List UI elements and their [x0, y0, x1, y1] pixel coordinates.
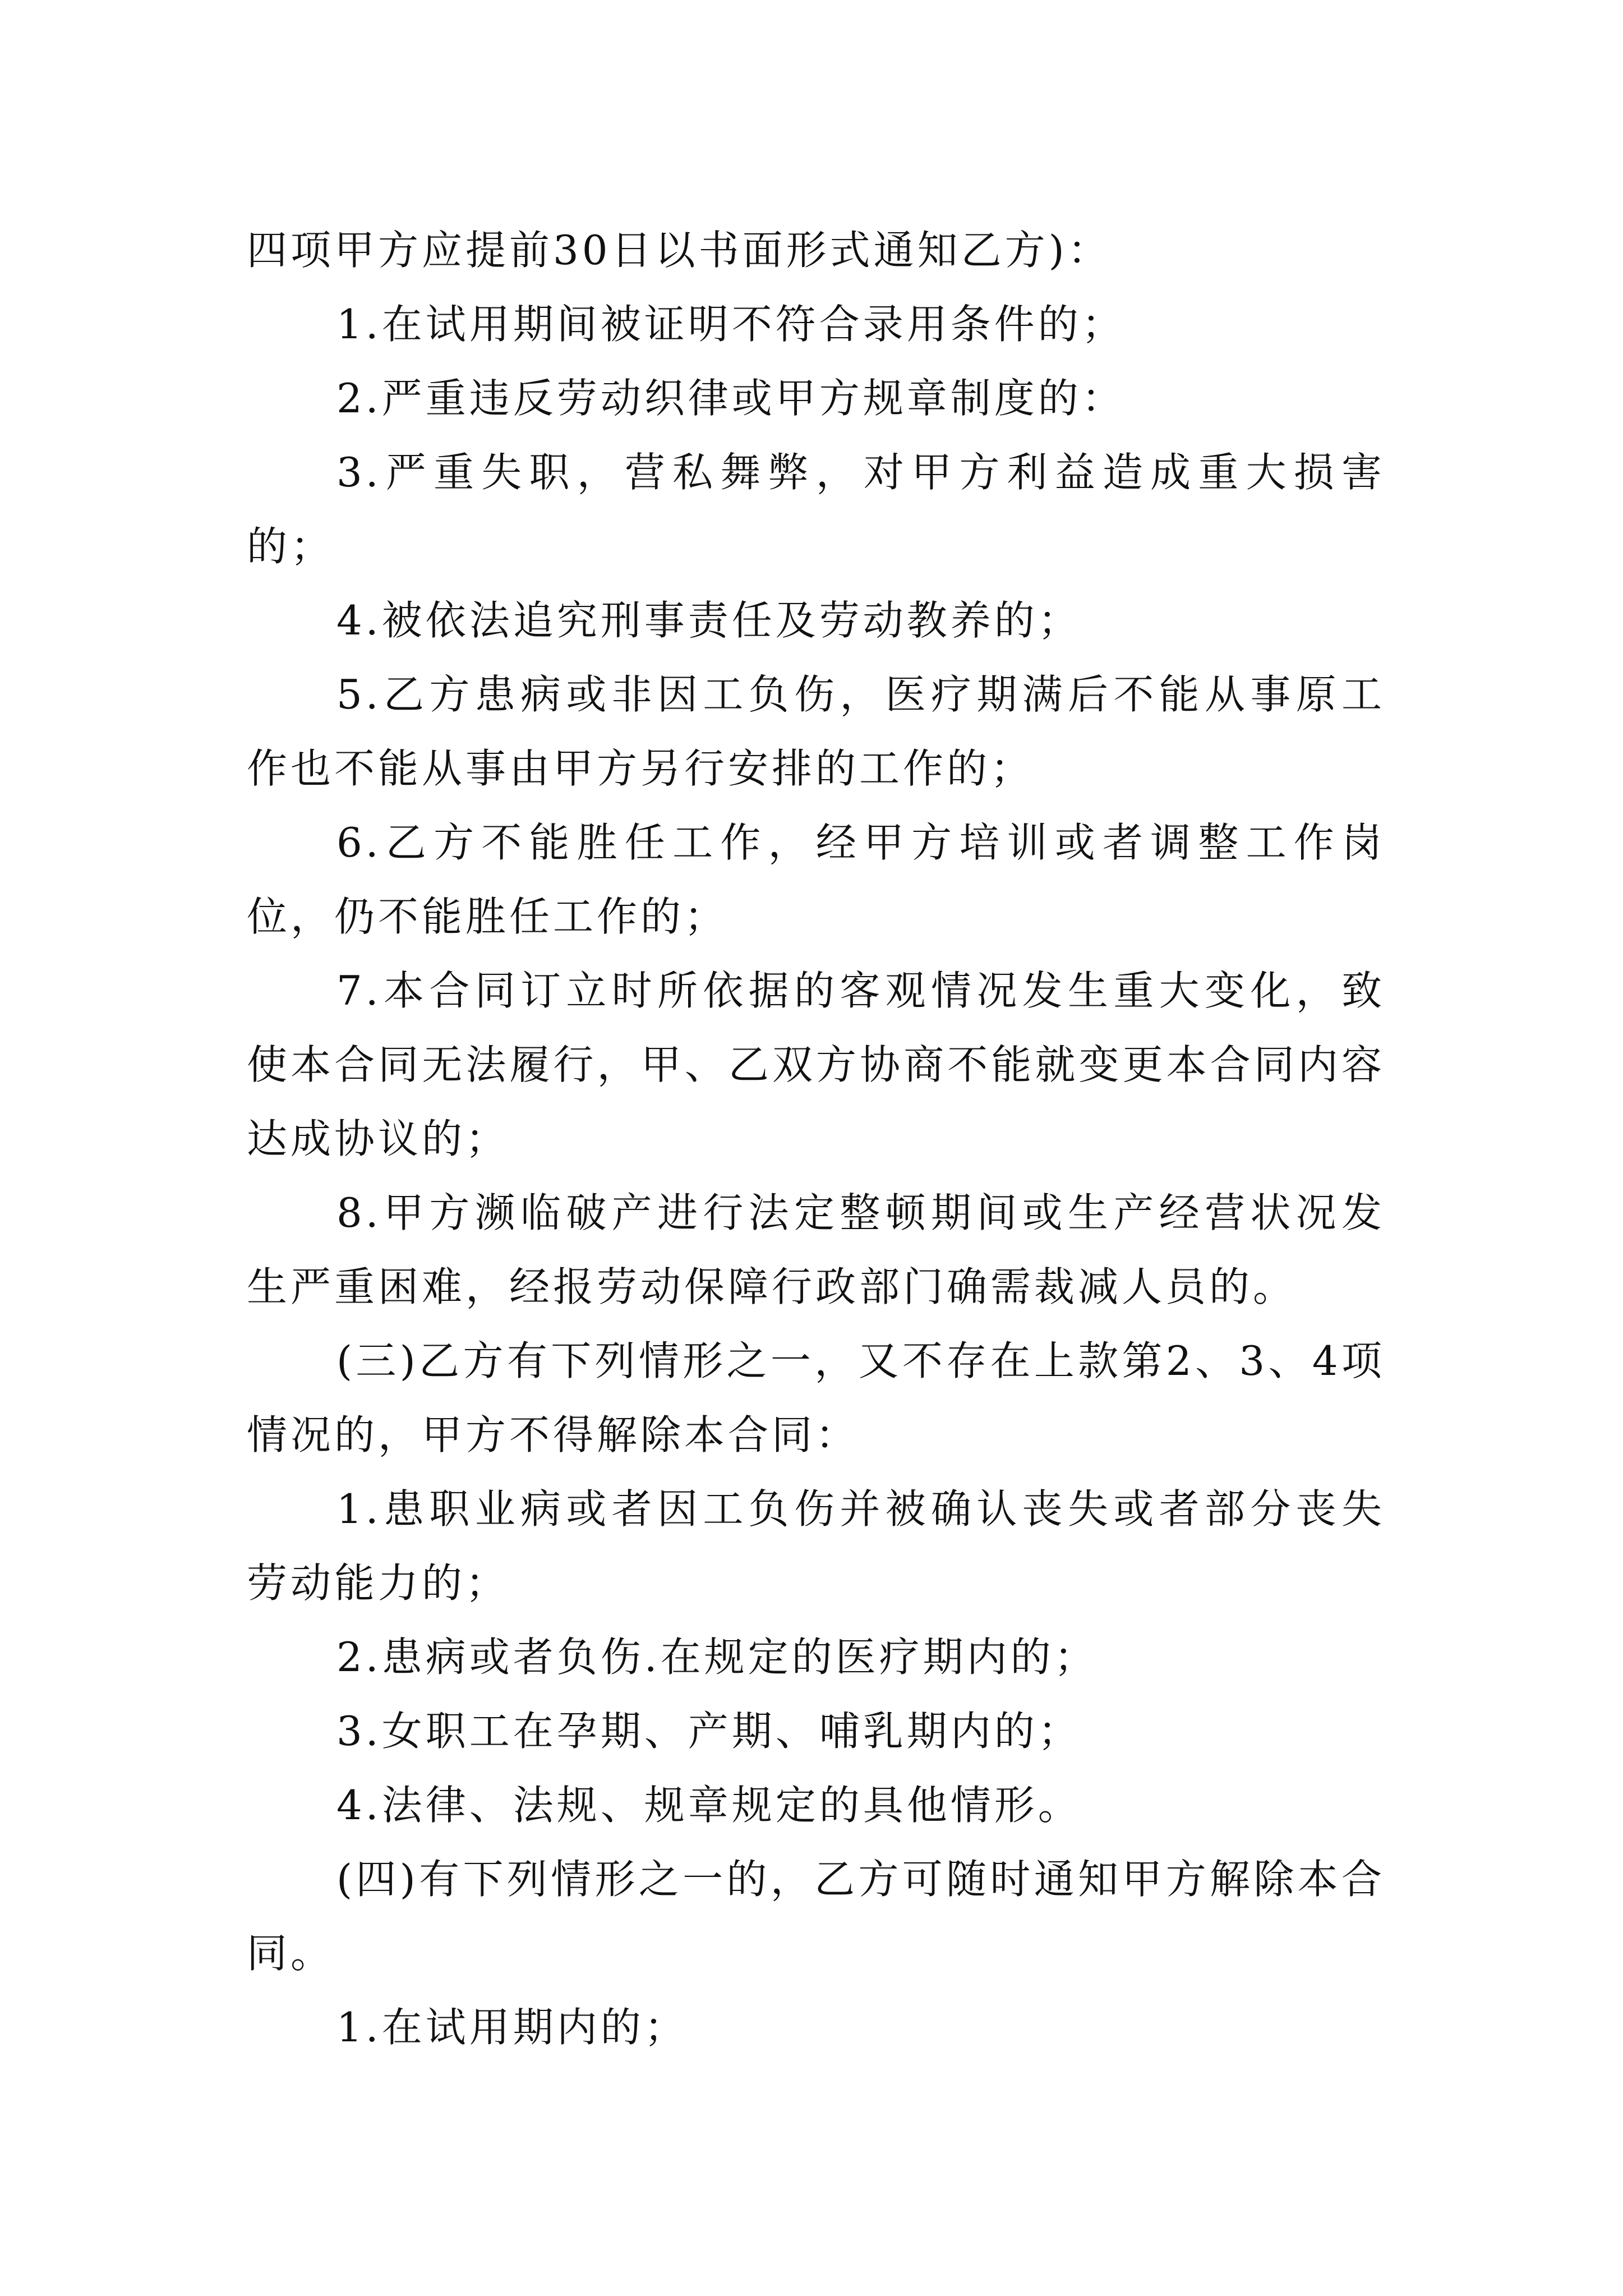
paragraph: 1.在试用期内的； [336, 2004, 688, 2051]
paragraph: (三)乙方有下列情形之一，又不存在上款第2、3、4项情况的，甲方不得解除本合同： [247, 1337, 1385, 1458]
paragraph: 四项甲方应提前30日以书面形式通知乙方)： [247, 227, 1112, 274]
paragraph: 5.乙方患病或非因工负伤，医疗期满后不能从事原工作也不能从事由甲方另行安排的工作的； [247, 671, 1385, 792]
paragraph: 1.在试用期间被证明不符合录用条件的； [336, 301, 1126, 348]
paragraph: 2.患病或者负伤.在规定的医疗期内的； [336, 1634, 1098, 1681]
paragraph: 4.被依法追究刑事责任及劳动教养的； [336, 597, 1082, 644]
document-body [247, 213, 1385, 2064]
paragraph: 6.乙方不能胜任工作，经甲方培训或者调整工作岗位，仍不能胜任工作的； [247, 819, 1385, 940]
paragraph: 4.法律、法规、规章规定的具他情形。 [336, 1782, 1082, 1829]
paragraph: 2.严重违反劳动织律或甲方规章制度的： [336, 375, 1126, 422]
paragraph: 7.本合同订立时所依据的客观情况发生重大变化，致使本合同无法履行，甲、乙双方协商不能就变更本合同内容达成协议的； [247, 967, 1385, 1162]
paragraph: 3.严重失职，营私舞弊，对甲方利益造成重大损害的； [247, 449, 1385, 570]
paragraph: 8.甲方濒临破产进行法定整顿期间或生产经营状况发生严重困难，经报劳动保障行政部门确需裁减人员的。 [247, 1189, 1385, 1310]
paragraph: 3.女职工在孕期、产期、哺乳期内的； [336, 1708, 1082, 1755]
paragraph: (四)有下列情形之一的，乙方可随时通知甲方解除本合同。 [247, 1856, 1385, 1977]
paragraph: 1.患职业病或者因工负伤并被确认丧失或者部分丧失劳动能力的； [247, 1485, 1385, 1607]
